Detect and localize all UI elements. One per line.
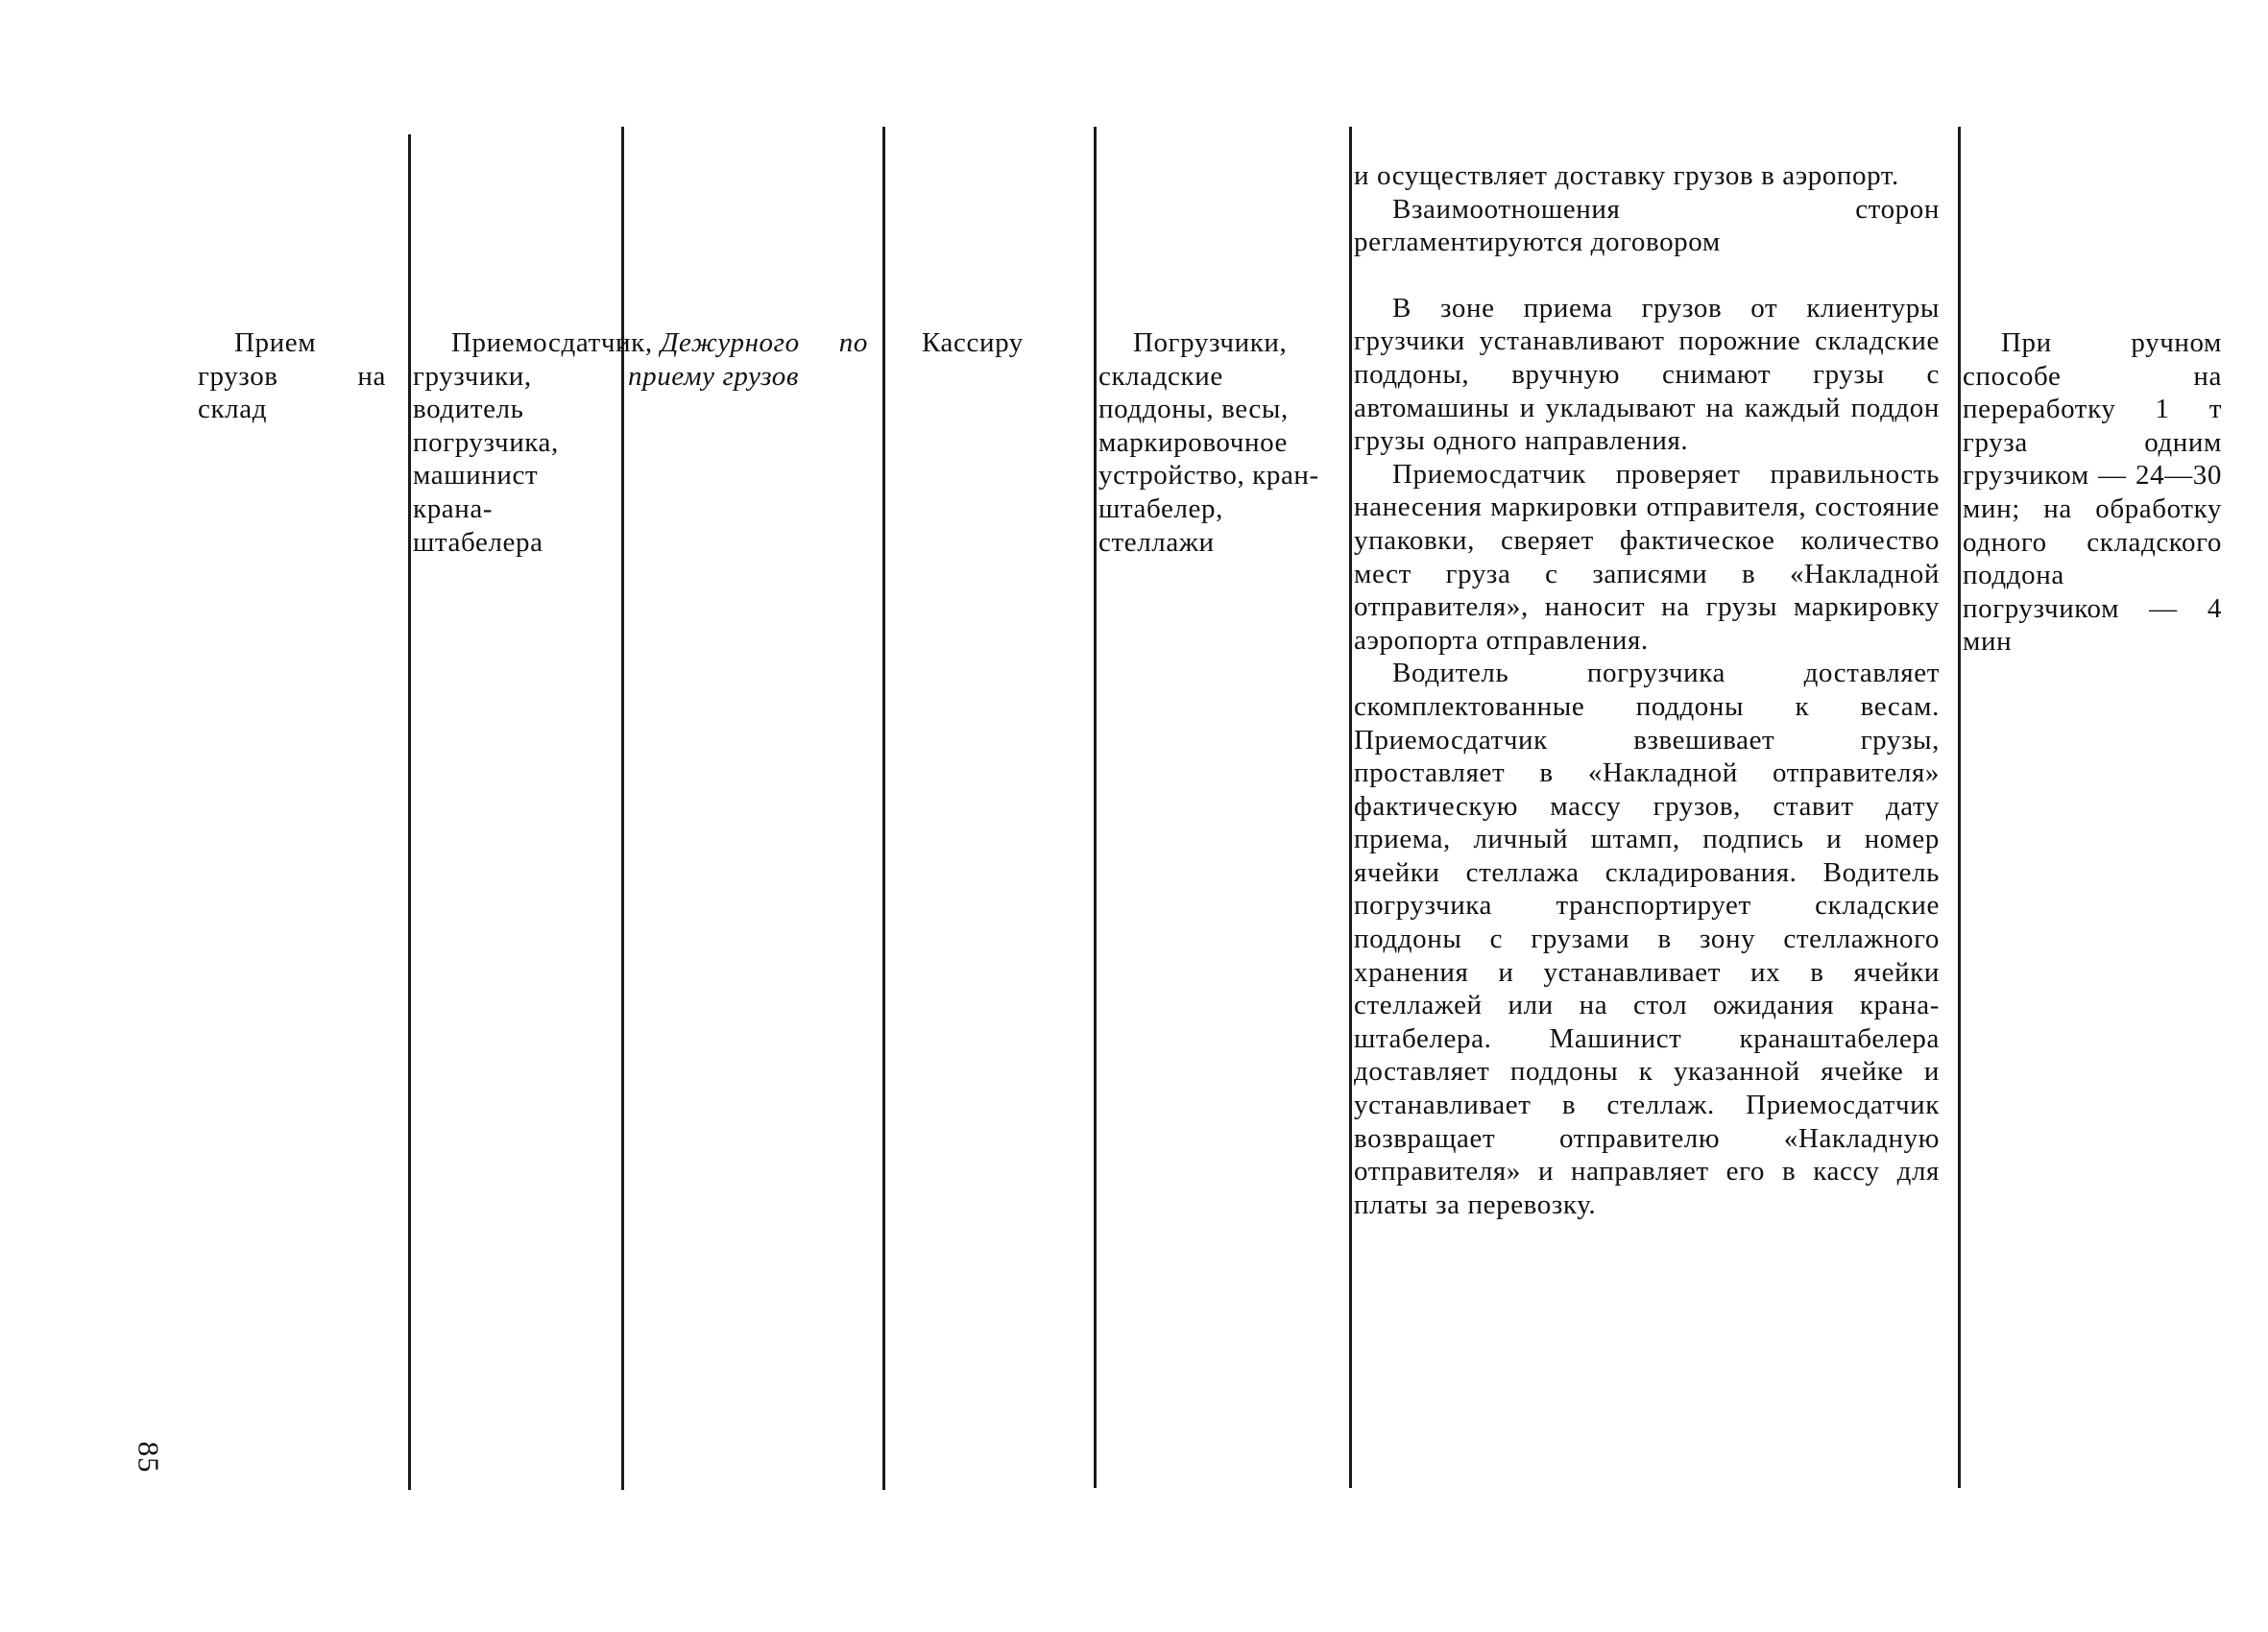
column-divider-6: [1958, 127, 1961, 1488]
description-paragraph-3: Водитель погрузчика доставляет скомплектованные поддоны к весам. Приемосдатчик взвешивает грузы, проставляет в «Накладной отправителя» фактическую массу грузов, ставит дату приема, личный штамп, подпись и номер ячейки стеллажа складирования. Водитель погрузчика транспортирует складские поддоны с грузами в зону стеллажного хранения и устанавливает их в ячейки стеллажей или на стол ожидания крана-штабелера. Машинист кранаштабелера доставляет поддоны к указанной ячейке и устанавливает в стеллаж. Приемосдатчик возвращает отправителю «Накладную отправителя» и направляет его в кассу для платы за перевозку.: [1354, 658, 1940, 1220]
description-continuation-1: и осуществляет доставку грузов в аэропорт.: [1354, 160, 1899, 191]
description-paragraph-1: В зоне приема грузов от клиентуры грузчики устанавливают порожние складские поддоны, вручную снимают грузы с автомашины и укладывают на каждый поддон грузы одного направления.: [1354, 292, 1940, 457]
stage-text: Прием грузов на склад: [198, 327, 386, 425]
column-divider-3: [882, 127, 885, 1490]
documents-duty-text: Дежурного по приему грузов: [628, 327, 868, 392]
equipment-text: Погрузчики, складские поддоны, весы, маркировочное устройство, кран-штабелер, стеллажи: [1098, 327, 1319, 558]
norms-text: При ручном способе на переработку 1 т груза одним грузчиком — 24—30 мин; на обработку одного складского поддона погрузчиком — 4 мин: [1963, 327, 2222, 658]
page-number: 85: [132, 1441, 166, 1474]
column-divider-5: [1349, 127, 1352, 1488]
norms-cell: [1963, 326, 2222, 659]
performers-text: Приемосдатчик, грузчики, водитель погрузчика, машинист крана-штабелера: [413, 327, 653, 558]
description-paragraph-2: Приемосдатчик проверяет правильность нанесения маркировки отправителя, состояние упаковки, сверяет фактическое количество мест груза с записями в «Накладной отправителя», наносит на грузы маркировку аэропорта отправления.: [1354, 458, 1940, 656]
description-cell: [1354, 159, 1940, 1221]
documents-cashier-cell: [922, 326, 1075, 360]
documents-cashier-text: Кассиру: [922, 327, 1024, 358]
equipment-cell: [1098, 326, 1335, 559]
stage-cell: [198, 326, 386, 426]
column-divider-4: [1094, 127, 1097, 1488]
documents-duty-cell: [628, 326, 868, 393]
column-divider-1: [408, 134, 411, 1490]
performers-cell: [413, 326, 653, 559]
description-continuation-2: Взаимоотношения сторон регламентируются договором: [1354, 193, 1940, 258]
